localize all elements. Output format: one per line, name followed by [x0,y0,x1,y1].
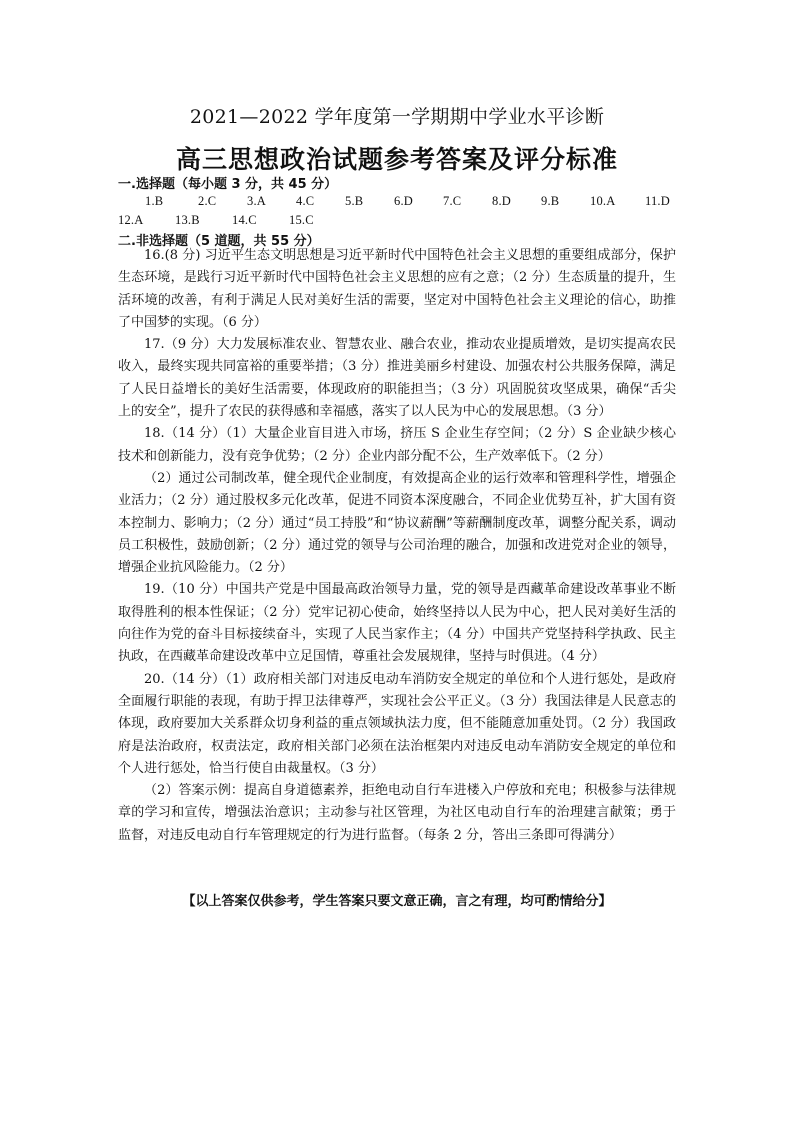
answer-item: 4.C [296,194,315,208]
answer-paragraph-20-2: （2）答案示例：提高自身道德素养，拒绝电动自行车进楼入户停放和充电；积极参与法律规章的学习和宣传，增强法治意识；主动参与社区管理，为社区电动自行车的治理建言献策；勇于监督，对违反电动自行车管理规定的行为进行监督。（每条 2 分，答出三条即可得满分） [118,783,676,843]
footer-note: 【以上答案仅供参考，学生答案只要文意正确，言之有理，均可酌情给分】 [182,894,612,909]
section2-heading: 二.非选择题（5 道题，共 55 分） [118,234,320,249]
answer-item: 5.B [345,194,364,208]
term-title: 2021—2022 学年度第一学期期中学业水平诊断 [189,106,605,128]
answer-item: 6.D [394,194,414,208]
answer-item: 10.A [590,194,616,208]
section2-content [118,245,676,847]
answer-item: 3.A [247,194,267,208]
answer-item: 14.C [232,213,257,227]
answer-item: 1.B [145,194,164,208]
answer-paragraph-18-2: （2）通过公司制改革，健全现代企业制度，有效提高企业的运行效率和管理科学性，增强企业活力；（2 分）通过股权多元化改革，促进不同资本深度融合，不同企业优势互补，扩大国有资本控制力、影响力；（2 分）通过“员工持股”和“协议薪酬”等薪酬制度改革，调整分配关系，调动员工积极性，鼓励创新；（2 分）通过党的领导与公司治理的融合，加强和改进党对企业的领导，增强企业抗风险能力。（2 分） [118,470,676,576]
answer-item: 9.B [541,194,560,208]
answer-paragraph-18-1: 18.（14 分）（1）大量企业盲目进入市场，挤压 S 企业生存空间；（2 分）S 企业缺少核心技术和创新能力，没有竞争优势；（2 分）企业内部分配不公，生产效率低下。（2 分） [118,426,676,464]
answer-paragraph-19: 19.（10 分）中国共产党是中国最高政治领导力量，党的领导是西藏革命建设改革事业不断取得胜利的根本性保证；（2 分）党牢记初心使命，始终坚持以人民为中心，把人民对美好生活的向往作为党的奋斗目标接续奋斗，实现了人民当家作主；（4 分）中国共产党坚持科学执政、民主执政，在西藏革命建设改革中立足国情，尊重社会发展规律，坚持与时俱进。（4 分） [118,582,676,665]
answer-item: 13.B [175,213,200,227]
section1-heading: 一.选择题（每小题 3 分，共 45 分） [118,177,338,192]
answer-item: 12.A [118,213,144,227]
answer-item: 2.C [198,194,217,208]
answer-item: 11.D [645,194,670,208]
answer-item: 15.C [289,213,314,227]
answer-item: 8.D [492,194,512,208]
answer-item: 7.C [443,194,462,208]
page-title: 高三思想政治试题参考答案及评分标准 [175,145,618,174]
answer-paragraph-20-1: 20.（14 分）（1）政府相关部门对违反电动车消防安全规定的单位和个人进行惩处，是政府全面履行职能的表现，有助于捍卫法律尊严，实现社会公平正义。（3 分）我国法律是人民意志的体现，政府要加大关系群众切身利益的重点领域执法力度，但不能随意加重处罚。（2 分）我国政府是法治政府，权责法定，政府相关部门必须在法治框架内对违反电动车消防安全规定的单位和个人进行惩处，恰当行使自由裁量权。（3 分） [118,671,676,776]
answer-paragraph-16: 16.(8 分) 习近平生态文明思想是习近平新时代中国特色社会主义思想的重要组成部分，保护生态环境，是践行习近平新时代中国特色社会主义思想的应有之意；（2 分）生态质量的提升，生活环境的改善，有利于满足人民对美好生活的需要，坚定对中国特色社会主义理论的信心，助推了中国梦的实现。（6 分） [118,248,676,330]
answer-paragraph-17: 17.（9 分）大力发展标准农业、智慧农业、融合农业，推动农业提质增效，是切实提高农民收入，最终实现共同富裕的重要举措；（3 分）推进美丽乡村建设、加强农村公共服务保障，满足了人民日益增长的美好生活需要，体现政府的职能担当；（3 分）巩固脱贫攻坚成果，确保“舌尖上的安全”，提升了农民的获得感和幸福感，落实了以人民为中心的发展思想。（3 分） [118,337,676,420]
